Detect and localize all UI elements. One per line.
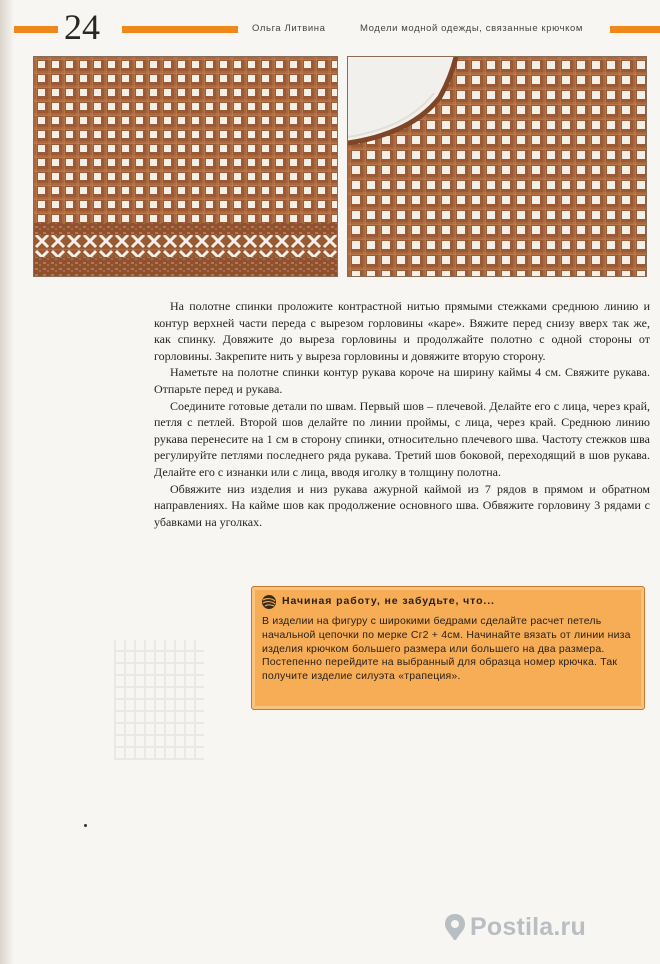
tip-title: Начиная работу, не забудьте, что... xyxy=(282,595,495,607)
header-accent-bar-middle xyxy=(122,26,238,33)
paragraph: Обвяжите низ изделия и низ рукава ажурной каймой из 7 рядов в прямом и обратном направлениях. На кайме шов как продолжение основного шва. Обвяжите горловину 3 рядами с убавками на уголках. xyxy=(154,481,650,529)
book-spine-shadow xyxy=(0,0,14,964)
page-number: 24 xyxy=(64,7,100,47)
show-through-pattern xyxy=(114,640,204,760)
tip-box xyxy=(251,586,645,710)
yarn-ball-icon xyxy=(260,594,278,610)
paragraph: Наметьте на полотне спинки контур рукава короче на ширину каймы 4 см. Свяжите рукава. Отпарьте перед и рукава. xyxy=(154,365,650,396)
pin-icon xyxy=(442,912,468,942)
paragraph: Соедините готовые детали по швам. Первый шов – плечевой. Делайте его с лица, через край, петля с петлей. Второй шов делайте по линии проймы, с лица, через край. Среднюю линию рукава перенесите на 1 см в сторону спинки, относительно плечевого шва. Частоту стежков шва регулируйте петлями последнего ряда рукава. Третий шов боковой, переходящий в шов рукава. Делайте его с изнанки или с лица, вводя иголку в толщину полотна. xyxy=(154,398,650,479)
page-speck xyxy=(84,824,87,827)
watermark xyxy=(442,912,586,942)
photo-mesh-armhole xyxy=(347,56,647,277)
photo-mesh-back-panel xyxy=(33,56,338,277)
header-accent-bar-right xyxy=(610,26,660,33)
watermark-text: Postila.ru xyxy=(470,912,586,941)
header-accent-bar-left xyxy=(14,26,58,33)
paragraph: На полотне спинки проложите контрастной нитью прямыми стежками среднюю линию и контур верхней части переда с вырезом горловины «каре». Вяжите перед снизу вверх так же, как спинку. Довяжите до выреза горловины и продолжайте полотно с одной стороны от горловины. Закрепите нить у выреза горловины и довяжите вторую сторону. xyxy=(154,299,650,363)
instructions-text xyxy=(154,298,650,530)
header-book-title: Модели модной одежды, связанные крючком xyxy=(360,23,584,34)
header-author: Ольга Литвина xyxy=(252,23,326,34)
tip-text: В изделии на фигуру с широкими бедрами сделайте расчет петель начальной цепочки по мерке Сг2 + 4см. Начинайте вязать от линии низа изделия крючком большего размера или большего на два размера. Постепенно перейдите на выбранный для образца номер крючка. Так получите изделие силуэта «трапеция». xyxy=(262,615,631,683)
book-page xyxy=(14,0,660,964)
